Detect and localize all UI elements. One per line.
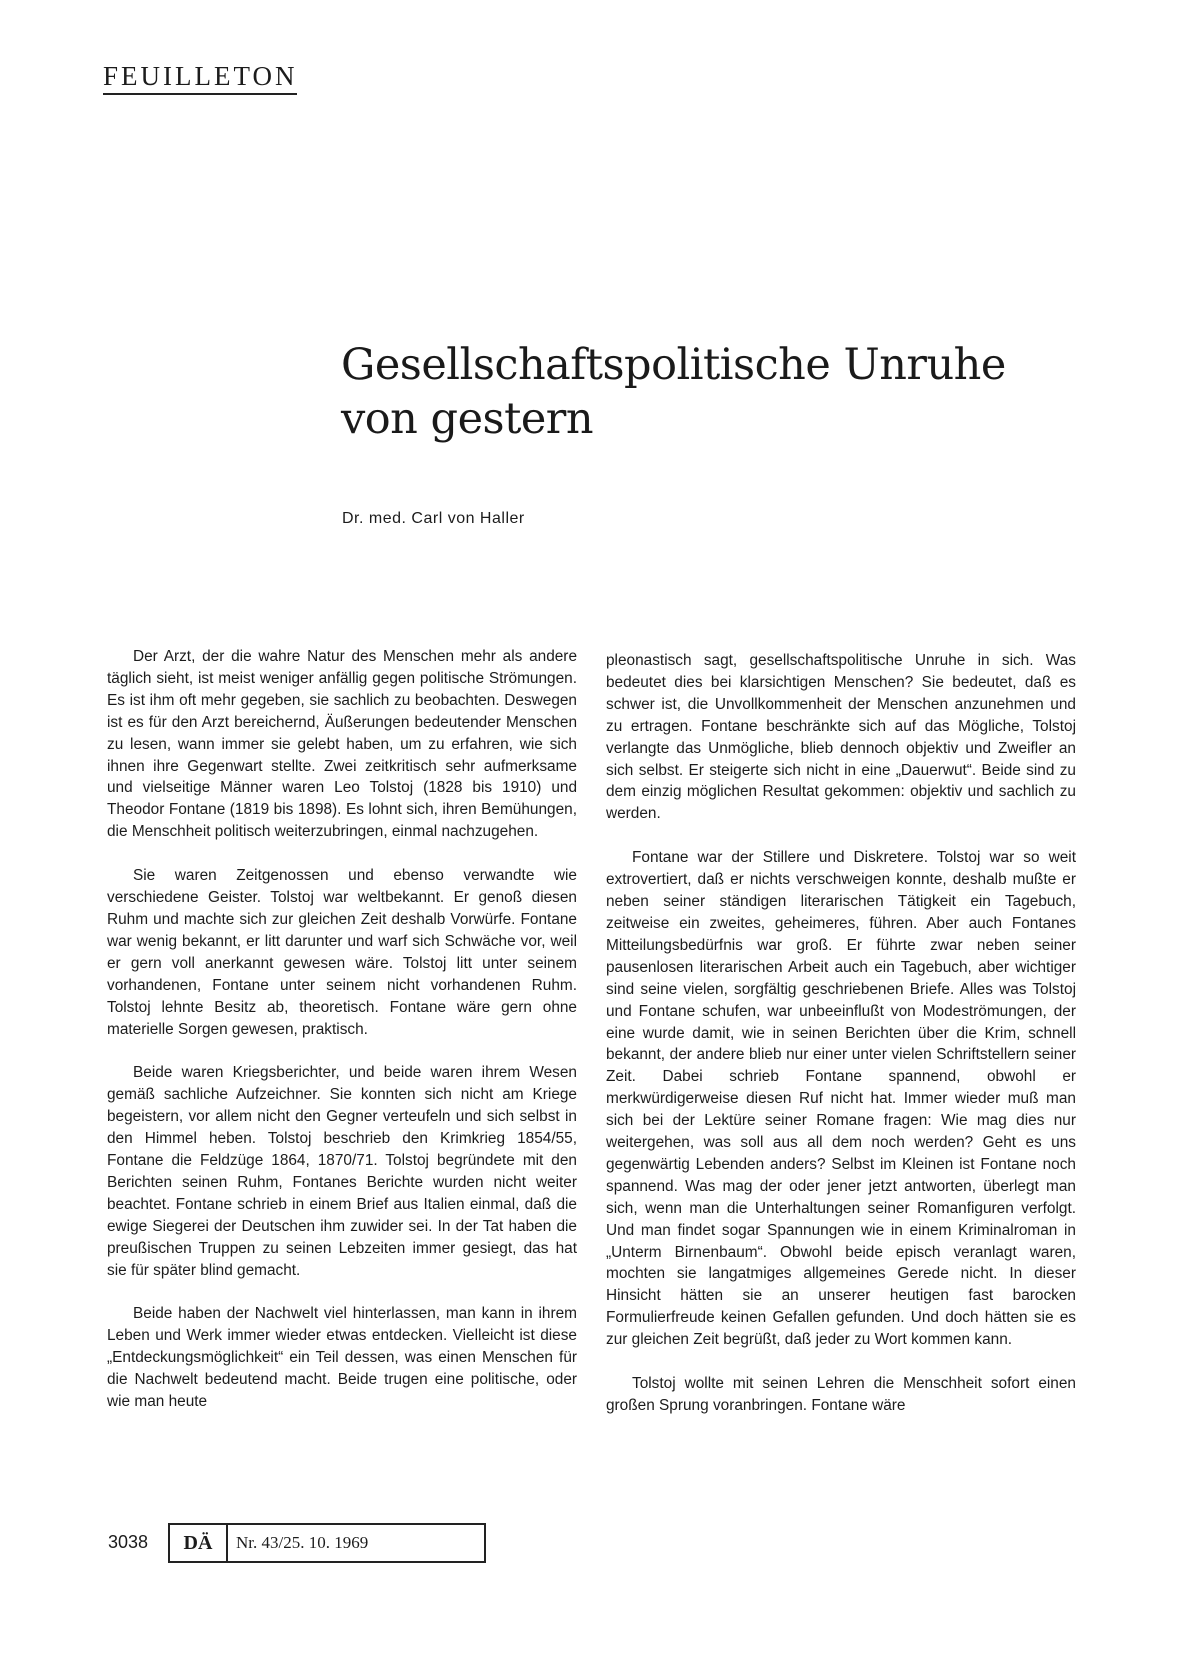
paragraph: Tolstoj wollte mit seinen Lehren die Menschheit sofort einen großen Sprung voranbringen. Fontane wäre (606, 1375, 1076, 1414)
paragraph: Fontane war der Stillere und Diskretere. Tolstoj war so weit extrovertiert, daß er nichts verschweigen konnte, deshalb mußte er neben seiner ständigen literarischen Tätigkeit ein Tagebuch, zeitweise ein zweites, geheimeres, führen. Aber auch Fontanes Mitteilungsbedürfnis war groß. Er führte zwar neben seiner pausenlosen literarischen Arbeit auch ein Tagebuch, aber wichtiger sind seine vielen, sorgfältig geschriebenen Briefe. Alles was Tolstoj und Fontane schufen, war unbeeinflußt von Modeströmungen, der eine wurde damit, wie in seinen Berichten über die Krim, schnell bekannt, der andere blieb nur einer unter vielen Schriftstellern seiner Zeit. Dabei schrieb Fontane spannend, obwohl er merkwürdigerweise diesen Ruf nicht hat. Immer wieder muß man sich bei der Lektüre seiner Romane fragen: Wie mag dies nur weitergehen, was soll aus all dem noch werden? Geht es uns gegenwärtig Lebenden anders? Selbst im Kleinen ist Fontane noch spannend. Was mag der oder jener jetzt antworten, überlegt man sich, wenn man die Unterhaltungen seiner Romanfiguren verfolgt. Und man findet sogar Spannungen wie in einem Kriminalroman in „Unterm Birnenbaum“. Obwohl beide episch veranlagt waren, mochten sie langatmiges allgemeines Gerede nicht. In dieser Hinsicht hätten sie an unserer heutigen fast barocken Formulierfreude keinen Gefallen gefunden. Und doch hätten sie es zur gleichen Zeit begrüßt, daß jeder zu Wort kommen kann. (606, 849, 1076, 1349)
paragraph: Beide waren Kriegsberichter, und beide waren ihrem Wesen gemäß sachliche Aufzeichner. Sie konnten sich nicht am Kriege begeistern, vor allem nicht den Gegner verteufeln und sich selbst in den Himmel heben. Tolstoj beschrieb den Krimkrieg 1854/55, Fontane die Feldzüge 1864, 1870/71. Tolstoj begründete mit den Berichten seinen Ruhm, Fontanes Berichte wurden nicht weiter beachtet. Fontane schrieb in einem Brief aus Italien einmal, daß die ewige Siegerei der Deutschen ihm zuwider sei. In der Tat haben die preußischen Truppen zu seinen Lebzeiten immer gesiegt, das hat sie für später blind gemacht. (107, 1064, 577, 1279)
journal-masthead (168, 1523, 486, 1563)
journal-logo: DÄ (170, 1525, 228, 1561)
section-label: FEUILLETON (103, 60, 297, 95)
article-title (341, 338, 1101, 446)
title-line-1: Gesellschaftspolitische Unruhe (341, 340, 1006, 390)
paragraph: Sie waren Zeitgenossen und ebenso verwandte wie verschiedene Geister. Tolstoj war weltbekannt. Er genoß diesen Ruhm und machte sich zur gleichen Zeit deshalb Vorwürfe. Fontane war wenig bekannt, er litt darunter und warf sich Schwäche vor, weil er gern voll anerkannt gewesen wäre. Tolstoj litt unter seinem vorhandenen, Fontane unter seinem nicht vorhandenen Ruhm. Tolstoj lehnte Besitz ab, theoretisch. Fontane wäre gern ohne materielle Sorgen gewesen, praktisch. (107, 867, 577, 1038)
paragraph: Der Arzt, der die wahre Natur des Menschen mehr als andere täglich sieht, ist meist weniger anfällig gegen politische Strömungen. Es ist ihm oft mehr gegeben, sie sachlich zu beobachten. Deswegen ist es für den Arzt bereichernd, Äußerungen bedeutender Menschen zu lesen, wann immer sie gelebt haben, um zu erfahren, wie sich ihnen ihre Gegenwart stellte. Zwei zeitkritisch sehr aufmerksame und vielseitige Männer waren Leo Tolstoj (1828 bis 1910) und Theodor Fontane (1819 bis 1898). Es lohnt sich, ihren Bemühungen, die Menschheit politisch weiterzubringen, einmal nachzugehen. (107, 648, 577, 841)
left-column (107, 646, 577, 1435)
title-line-2: von gestern (341, 394, 594, 444)
right-column (606, 650, 1076, 1439)
page-number: 3038 (108, 1532, 149, 1552)
paragraph: pleonastisch sagt, gesellschaftspolitische Unruhe in sich. Was bedeutet dies bei klarsichtigen Menschen? Sie bedeutet, daß es schwer ist, die Unvollkommenheit der Menschen anzunehmen und zu ertragen. Fontane beschränkte sich auf das Mögliche, Tolstoj verlangte das Unmögliche, blieb dennoch objektiv und Zweifler an sich selbst. Er steigerte sich nicht in eine „Dauerwut“. Beide sind zu dem einzig möglichen Resultat gekommen: objektiv und sachlich zu werden. (606, 652, 1076, 823)
author-byline: Dr. med. Carl von Haller (342, 510, 525, 527)
issue-info: Nr. 43/25. 10. 1969 (236, 1533, 369, 1552)
paragraph: Beide haben der Nachwelt viel hinterlassen, man kann in ihrem Leben und Werk immer wieder etwas entdecken. Vielleicht ist diese „Entdeckungsmöglichkeit“ ein Teil dessen, was einen Menschen für die Nachwelt bedeutend macht. Beide trugen eine politische, oder wie man heute (107, 1305, 577, 1411)
